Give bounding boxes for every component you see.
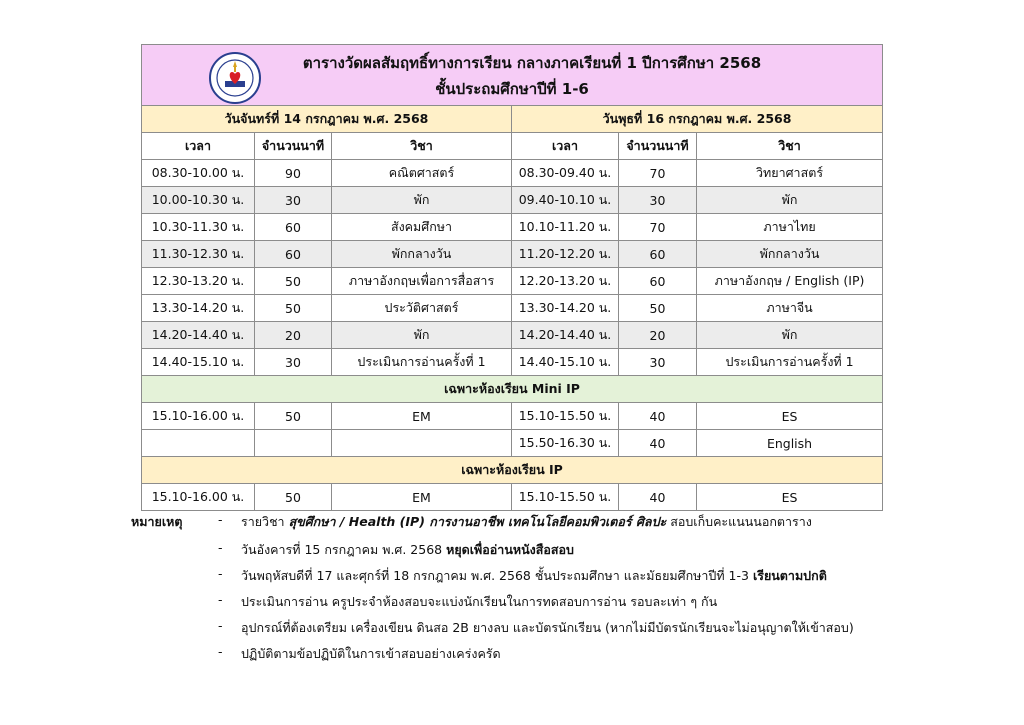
notes-label: หมายเหตุ: [131, 514, 183, 529]
table-row: 10.30-11.30 น. 60 สังคมศึกษา 10.10-11.20 น. 70 ภาษาไทย: [142, 214, 883, 241]
page-title: ตารางวัดผลสัมฤทธิ์ทางการเรียน กลางภาคเรียนที่ 1 ปีการศึกษา 2568: [302, 54, 762, 72]
col-subject-left: วิชา: [332, 133, 512, 160]
col-minutes-right: จำนวนนาที: [619, 133, 697, 160]
table-row: 15.10-16.00 น. 50 EM 15.10-15.50 น. 40 ES: [142, 403, 883, 430]
day-header-left: วันจันทร์ที่ 14 กรกฎาคม พ.ศ. 2568: [142, 106, 512, 133]
table-row: 10.00-10.30 น. 30 พัก 09.40-10.10 น. 30 พัก: [142, 187, 883, 214]
schedule-sheet: [141, 44, 882, 511]
table-row: 14.20-14.40 น. 20 พัก 14.20-14.40 น. 20 พัก: [142, 322, 883, 349]
table-row: 15.50-16.30 น. 40 English: [142, 430, 883, 457]
section-ip: เฉพาะห้องเรียน IP: [142, 457, 883, 484]
table-row: 08.30-10.00 น. 90 คณิตศาสตร์ 08.30-09.40 น. 70 วิทยาศาสตร์: [142, 160, 883, 187]
page-subtitle: ชั้นประถมศึกษาปีที่ 1-6: [435, 80, 589, 98]
col-minutes-left: จำนวนนาที: [255, 133, 332, 160]
col-time-left: เวลา: [142, 133, 255, 160]
title-banner: [142, 45, 883, 106]
table-row: 11.30-12.30 น. 60 พักกลางวัน 11.20-12.20 น. 60 พักกลางวัน: [142, 241, 883, 268]
col-time-right: เวลา: [512, 133, 619, 160]
table-row: 12.30-13.20 น. 50 ภาษาอังกฤษเพื่อการสื่อสาร 12.20-13.20 น. 60 ภาษาอังกฤษ / English (IP): [142, 268, 883, 295]
day-header-right: วันพุธที่ 16 กรกฎาคม พ.ศ. 2568: [512, 106, 883, 133]
col-subject-right: วิชา: [697, 133, 883, 160]
table-row: 14.40-15.10 น. 30 ประเมินการอ่านครั้งที่ 1 14.40-15.10 น. 30 ประเมินการอ่านครั้งที่ 1: [142, 349, 883, 376]
table-row: 13.30-14.20 น. 50 ประวัติศาสตร์ 13.30-14.20 น. 50 ภาษาจีน: [142, 295, 883, 322]
schedule-table: [141, 44, 883, 511]
table-row: 15.10-16.00 น. 50 EM 15.10-15.50 น. 40 ES: [142, 484, 883, 511]
section-mini-ip: เฉพาะห้องเรียน Mini IP: [142, 376, 883, 403]
